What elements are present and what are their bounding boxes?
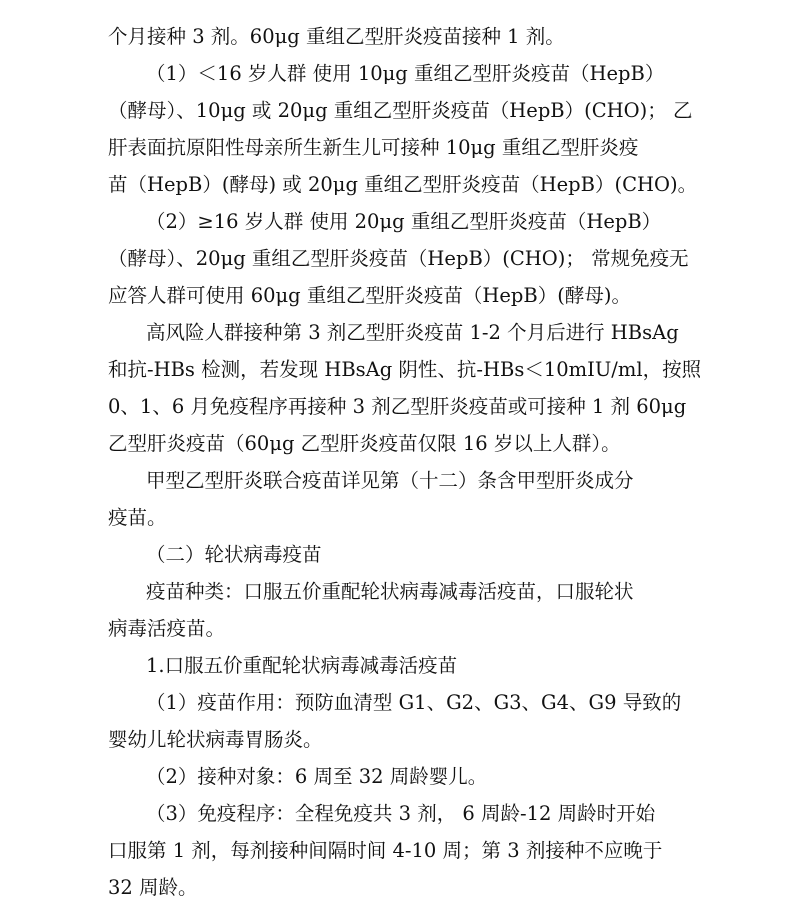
text-line: 疫苗种类：口服五价重配轮状病毒减毒活疫苗，口服轮状: [146, 580, 634, 603]
text-line: 和抗-HBs 检测，若发现 HBsAg 阴性、抗-HBs＜10mIU/ml，按照: [108, 358, 702, 381]
text-line: 0、1、6 月免疫程序再接种 3 剂乙型肝炎疫苗或可接种 1 剂 60μg: [108, 395, 687, 418]
text-line: （2）≥16 岁人群 使用 20μg 重组乙型肝炎疫苗（HepB）: [146, 210, 662, 233]
subsection-heading: 1.口服五价重配轮状病毒减毒活疫苗: [146, 654, 458, 677]
text-line: 婴幼儿轮状病毒胃肠炎。: [108, 728, 323, 751]
text-line: 高风险人群接种第 3 剂乙型肝炎疫苗 1-2 个月后进行 HBsAg: [146, 321, 679, 344]
text-line: （3）免疫程序：全程免疫共 3 剂， 6 周龄-12 周龄时开始: [146, 802, 656, 825]
text-line: （酵母）、20μg 重组乙型肝炎疫苗（HepB）(CHO)； 常规免疫无: [108, 247, 689, 270]
text-line: 32 周龄。: [108, 876, 198, 899]
text-line: 个月接种 3 剂。60μg 重组乙型肝炎疫苗接种 1 剂。: [108, 25, 565, 48]
text-line: 乙型肝炎疫苗（60μg 乙型肝炎疫苗仅限 16 岁以上人群）。: [108, 432, 621, 455]
text-line: （1）＜16 岁人群 使用 10μg 重组乙型肝炎疫苗（HepB）: [146, 62, 665, 85]
text-line: 苗（HepB）(酵母) 或 20μg 重组乙型肝炎疫苗（HepB）(CHO)。: [108, 173, 698, 196]
text-line: 口服第 1 剂，每剂接种间隔时间 4-10 周；第 3 剂接种不应晚于: [108, 839, 663, 862]
text-line: 病毒活疫苗。: [108, 617, 226, 640]
text-line: （酵母）、10μg 或 20μg 重组乙型肝炎疫苗（HepB）(CHO)； 乙: [108, 99, 693, 122]
text-line: 肝表面抗原阳性母亲所生新生儿可接种 10μg 重组乙型肝炎疫: [108, 136, 639, 159]
text-line: 应答人群可使用 60μg 重组乙型肝炎疫苗（HepB）(酵母)。: [108, 284, 631, 307]
text-line: 甲型乙型肝炎联合疫苗详见第（十二）条含甲型肝炎成分: [146, 469, 634, 492]
section-heading: （二）轮状病毒疫苗: [146, 543, 322, 566]
text-line: 疫苗。: [108, 506, 167, 529]
text-line: （2）接种对象：6 周至 32 周龄婴儿。: [146, 765, 488, 788]
text-line: （1）疫苗作用：预防血清型 G1、G2、G3、G4、G9 导致的: [146, 691, 682, 714]
